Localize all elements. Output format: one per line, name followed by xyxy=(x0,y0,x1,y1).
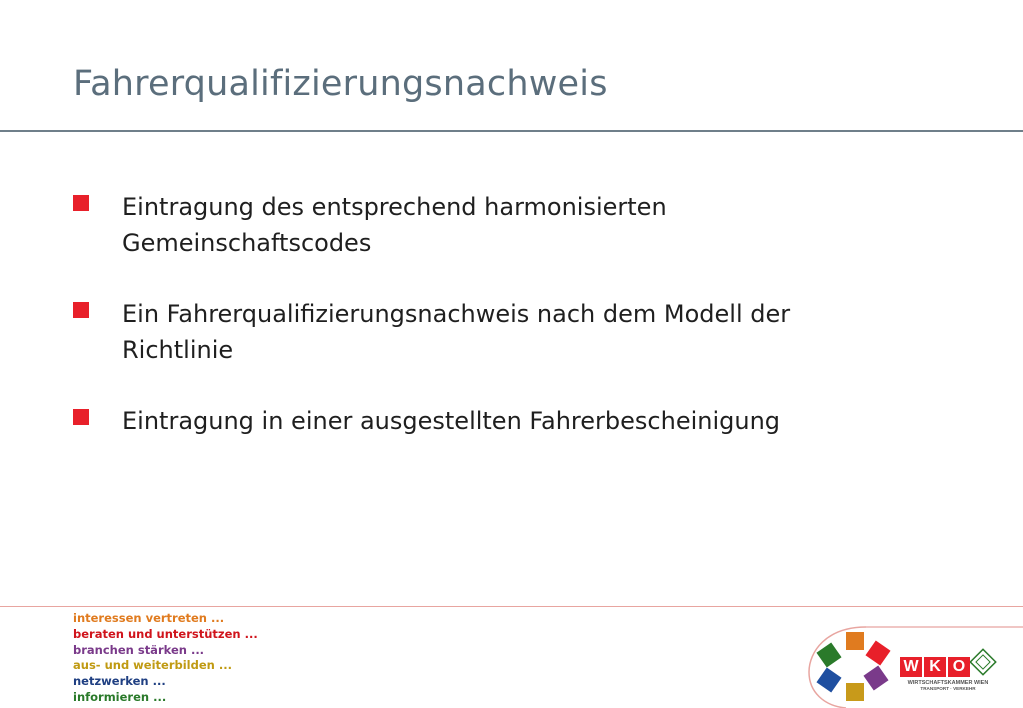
footer-divider xyxy=(0,606,1023,607)
bullet-text: Ein Fahrerqualifizierungsnachweis nach dem Modell der Richtlinie xyxy=(122,300,791,364)
logo-subtitle: TRANSPORT · VERKEHR xyxy=(920,686,976,691)
bullet-item xyxy=(73,403,853,439)
logo-letter: K xyxy=(924,657,946,677)
logo-square-purple xyxy=(863,665,888,690)
bullet-square-icon xyxy=(73,195,89,211)
bullet-square-icon xyxy=(73,409,89,425)
logo-square-red xyxy=(865,640,890,665)
tagline-list xyxy=(73,611,258,706)
bullet-item xyxy=(73,296,853,368)
tagline-item: netzwerken ... xyxy=(73,674,166,689)
bullet-text: Eintragung des entsprechend harmonisierten Gemeinschaftscodes xyxy=(122,193,667,257)
logo-square-green xyxy=(816,642,841,667)
bullet-text: Eintragung in einer ausgestellten Fahrerbescheinigung xyxy=(122,407,781,435)
tagline-item: beraten und unterstützen ... xyxy=(73,626,258,641)
logo-square-blue xyxy=(816,667,841,692)
logo-square-orange xyxy=(846,632,864,650)
tagline-item: aus- und weiterbilden ... xyxy=(73,658,232,673)
logo-subtitle: WIRTSCHAFTSKAMMER WIEN xyxy=(907,680,989,686)
logo-emblem-icon xyxy=(970,649,995,674)
title-divider xyxy=(0,130,1023,132)
bullet-item xyxy=(73,189,853,261)
tagline-item: branchen stärken ... xyxy=(73,642,205,657)
slide-title: Fahrerqualifizierungsnachweis xyxy=(73,64,608,104)
wko-logo xyxy=(806,622,1023,708)
logo-letter: W xyxy=(900,657,922,677)
logo-square-gold xyxy=(846,683,864,701)
tagline-item: interessen vertreten ... xyxy=(73,611,225,625)
tagline-item: informieren ... xyxy=(73,689,167,704)
logo-letter: O xyxy=(948,657,970,677)
bullet-square-icon xyxy=(73,302,89,318)
